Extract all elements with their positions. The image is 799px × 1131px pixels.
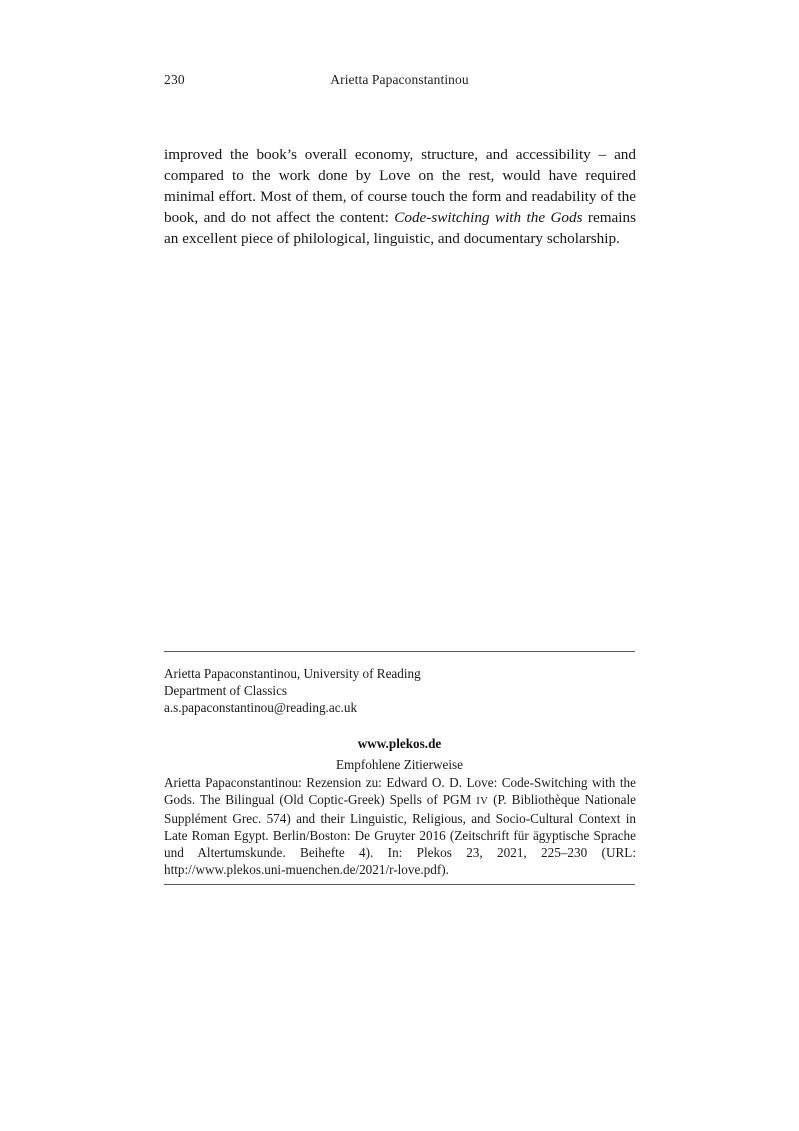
citation-heading: Empfohlene Zitierweise [335,757,464,772]
body-text-block [164,144,636,249]
body-paragraph-part1: improved the book’s overall economy, structure, and accessibility – and compared to the work done by Love on the rest, would have required minimal effort. Most of them, of course touch the form and readability of the book, and do not affect the content: [164,146,636,227]
page-number: 230 [164,72,185,87]
body-paragraph-part2: remains an excellent piece of philological, linguistic, and documentary scholarship. [164,209,637,248]
body-paragraph [164,144,636,249]
citation-text-part2: (P. Bibliothèque Nationale Supplément Grec. 574) and their Linguistic, Religious, and Socio-Cultural Context in Late Roman Egypt. Berlin/Boston: De Gruyter 2016 (Zeitschrift für ägyptische Sprache und Altertumskunde. Beihefte 4). In: Plekos 23, 2021, 225–230 (URL: http://www.plekos.uni-muenchen.de/2021/r-love.pdf). [164,792,636,877]
running-head [164,72,635,92]
citation-text-part1: Arietta Papaconstantinou: Rezension zu: Edward O. D. Love: Code-Switching with the Gods. The Bilingual (Old Coptic-Greek) Spells of PGM [164,775,636,807]
footer-rule-bottom [164,884,635,885]
affiliation-department: Department of Classics [164,683,288,699]
affiliation-email: a.s.papaconstantinou@reading.ac.uk [164,700,358,716]
reviewed-work-title: Code-switching with the Gods [394,209,583,227]
journal-website: www.plekos.de [357,736,442,751]
footer-rule-top [164,651,635,652]
affiliation-name-institution: Arietta Papaconstantinou, University of Reading [164,666,421,681]
recommended-citation [164,774,636,878]
running-head-title: Arietta Papaconstantinou [330,72,469,87]
author-affiliation [164,665,635,716]
pgm-roman-numeral: IV [476,795,489,807]
